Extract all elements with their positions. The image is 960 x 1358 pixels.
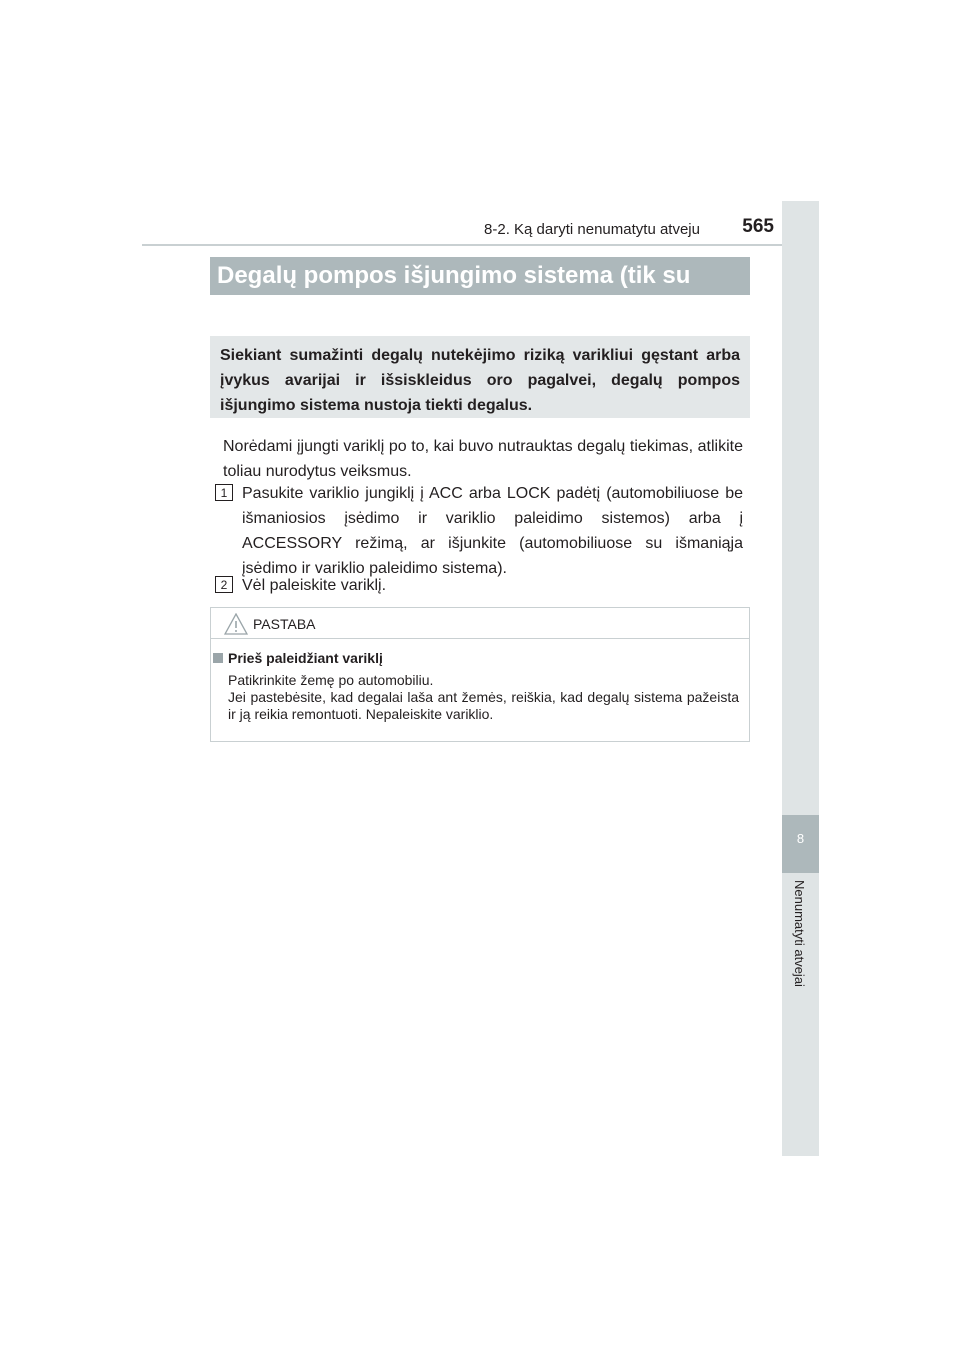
section-title-bar [210, 257, 750, 295]
note-label: PASTABA [253, 616, 316, 632]
chapter-side-tab [782, 201, 819, 1156]
intro-text: Siekiant sumažinti degalų nutekėjimo riziką varikliui gęstant arba įvykus avarijai ir išsiskleidus oro pagalvei, degalų pompos išjungimo sistema nustoja tiekti degalus. [220, 347, 740, 414]
header-section-title: 8-2. Ką daryti nenumatytu atveju [484, 221, 700, 238]
chapter-number: 8 [796, 831, 805, 846]
intro-box [210, 336, 750, 418]
note-header-divider [211, 638, 749, 639]
note-body: Patikrinkite žemę po automobiliu. Jei pastebėsite, kad degalai laša ant žemės, reiškia, kad degalų sistema pažeista ir ją reikia remontuoti. Nepaleiskite variklio. [228, 672, 739, 722]
step-text-1: Pasukite variklio jungiklį į ACC arba LOCK padėtį (automobiliuose be išmaniosios įsėdimo ir variklio paleidimo sistemos) arba į ACCESSORY režimą, ar išjunkite (automobiliuose su išmaniąja įsėdimo ir variklio paleidimo sistema). [242, 485, 743, 577]
chapter-title-wrap [782, 880, 819, 1010]
step-text-2: Vėl paleiskite variklį. [242, 577, 387, 594]
note-bullet-icon [213, 653, 223, 663]
section-title: Degalų pompos išjungimo sistema (tik su [217, 262, 691, 289]
step-number-2: 2 [215, 576, 233, 593]
note-title: Prieš paleidžiant variklį [228, 650, 383, 666]
page-number: 565 [742, 216, 774, 237]
chapter-title: Nenumatyti atvejai [792, 880, 807, 987]
warning-triangle-icon [224, 613, 248, 635]
header-divider [142, 244, 819, 246]
instruction-paragraph: Norėdami įjungti variklį po to, kai buvo nutrauktas degalų tiekimas, atlikite toliau nurodytus veiksmus. [223, 438, 743, 480]
step-number-1: 1 [215, 484, 233, 501]
